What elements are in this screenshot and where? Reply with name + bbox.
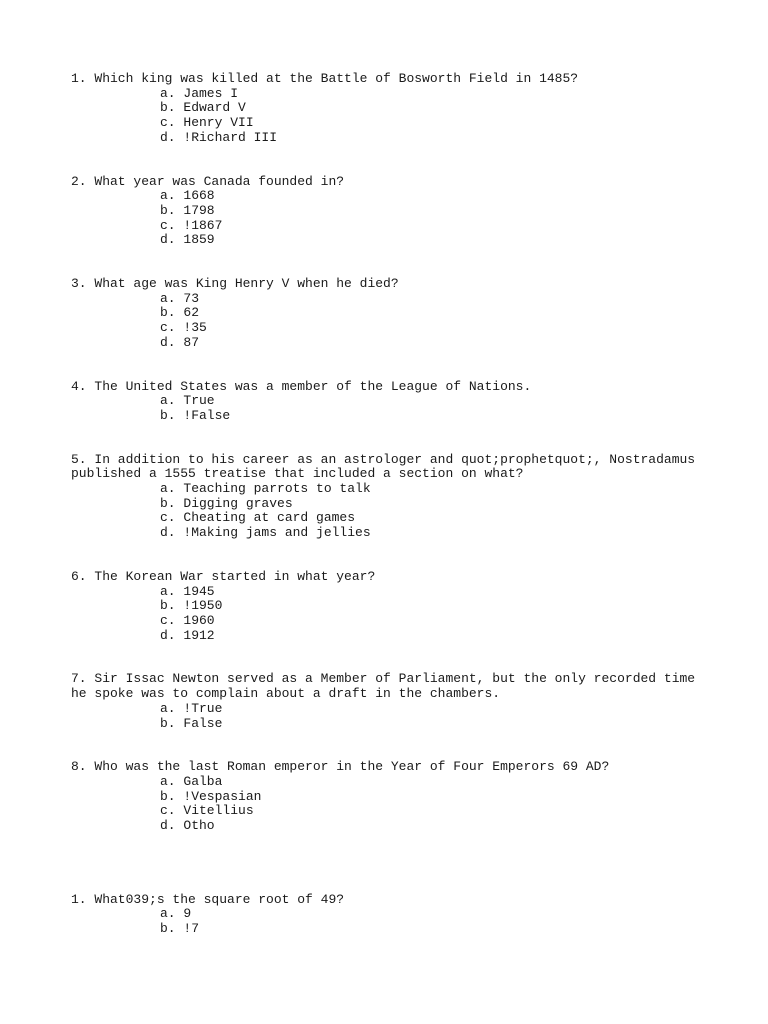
answer-option: b. Digging graves [160, 495, 293, 511]
question-text: 7. Sir Issac Newton served as a Member of Parliament, but the only recorded time he spoke was to complain about a draft in the chambers. [71, 671, 703, 702]
question-text: 1. Which king was killed at the Battle of Bosworth Field in 1485? [71, 71, 579, 86]
quiz-document [71, 72, 711, 937]
answer-options [71, 394, 711, 423]
question-6 [71, 570, 711, 644]
answer-options [71, 189, 711, 248]
answer-option: b. Edward V [160, 100, 246, 116]
answer-option: c. Cheating at card games [160, 510, 356, 526]
spacer [71, 351, 711, 380]
answer-option: d. !Making jams and jellies [160, 525, 371, 541]
question-text: 5. In addition to his career as an astrologer and quot;prophetquot;, Nostradamus published a 1555 treatise that included a section on what? [71, 451, 703, 482]
answer-option: a. !True [160, 700, 223, 716]
answer-option: a. 1668 [160, 188, 215, 204]
answer-option: d. !Richard III [160, 129, 278, 145]
answer-option: d. 87 [160, 334, 200, 350]
spacer [71, 643, 711, 672]
question-text: 3. What age was King Henry V when he died? [71, 276, 399, 292]
answer-options [71, 702, 711, 731]
answer-options [71, 292, 711, 351]
question-5 [71, 453, 711, 541]
question-text: 2. What year was Canada founded in? [71, 173, 345, 189]
spacer [71, 834, 711, 893]
spacer [71, 731, 711, 760]
question-text: 6. The Korean War started in what year? [71, 568, 376, 584]
answer-option: b. !1950 [160, 598, 223, 614]
question-text: 8. Who was the last Roman emperor in the Year of Four Emperors 69 AD? [71, 759, 610, 775]
answer-option: a. 9 [160, 906, 192, 922]
answer-option: a. 73 [160, 290, 200, 306]
answer-options [71, 482, 711, 541]
answer-options [71, 87, 711, 146]
question-8 [71, 760, 711, 834]
question-2 [71, 175, 711, 249]
question-4 [71, 380, 711, 424]
answer-option: a. Galba [160, 773, 223, 789]
question-text: 4. The United States was a member of the League of Nations. [71, 378, 532, 394]
answer-option: d. 1912 [160, 627, 215, 643]
answer-option: c. Vitellius [160, 803, 254, 819]
answer-option: c. 1960 [160, 612, 215, 628]
answer-option: a. James I [160, 85, 239, 101]
answer-option: b. !False [160, 407, 231, 423]
question-3 [71, 277, 711, 351]
answer-option: b. !7 [160, 921, 200, 937]
answer-option: c. Henry VII [160, 115, 254, 131]
question-text: 1. What039;s the square root of 49? [71, 891, 345, 907]
answer-option: a. Teaching parrots to talk [160, 481, 371, 497]
answer-options [71, 775, 711, 834]
answer-option: b. !Vespasian [160, 788, 262, 804]
answer-options [71, 907, 711, 936]
answer-options [71, 585, 711, 644]
answer-option: d. 1859 [160, 232, 215, 248]
spacer [71, 248, 711, 277]
answer-option: d. Otho [160, 818, 215, 834]
answer-option: a. 1945 [160, 583, 215, 599]
question-9 [71, 893, 711, 937]
spacer [71, 146, 711, 175]
spacer [71, 541, 711, 570]
spacer [71, 424, 711, 453]
answer-option: a. True [160, 393, 215, 409]
answer-option: c. !35 [160, 320, 207, 336]
question-1 [71, 72, 711, 146]
answer-option: b. False [160, 715, 223, 731]
answer-option: c. !1867 [160, 217, 223, 233]
answer-option: b. 1798 [160, 202, 215, 218]
question-7 [71, 672, 711, 731]
answer-option: b. 62 [160, 305, 200, 321]
